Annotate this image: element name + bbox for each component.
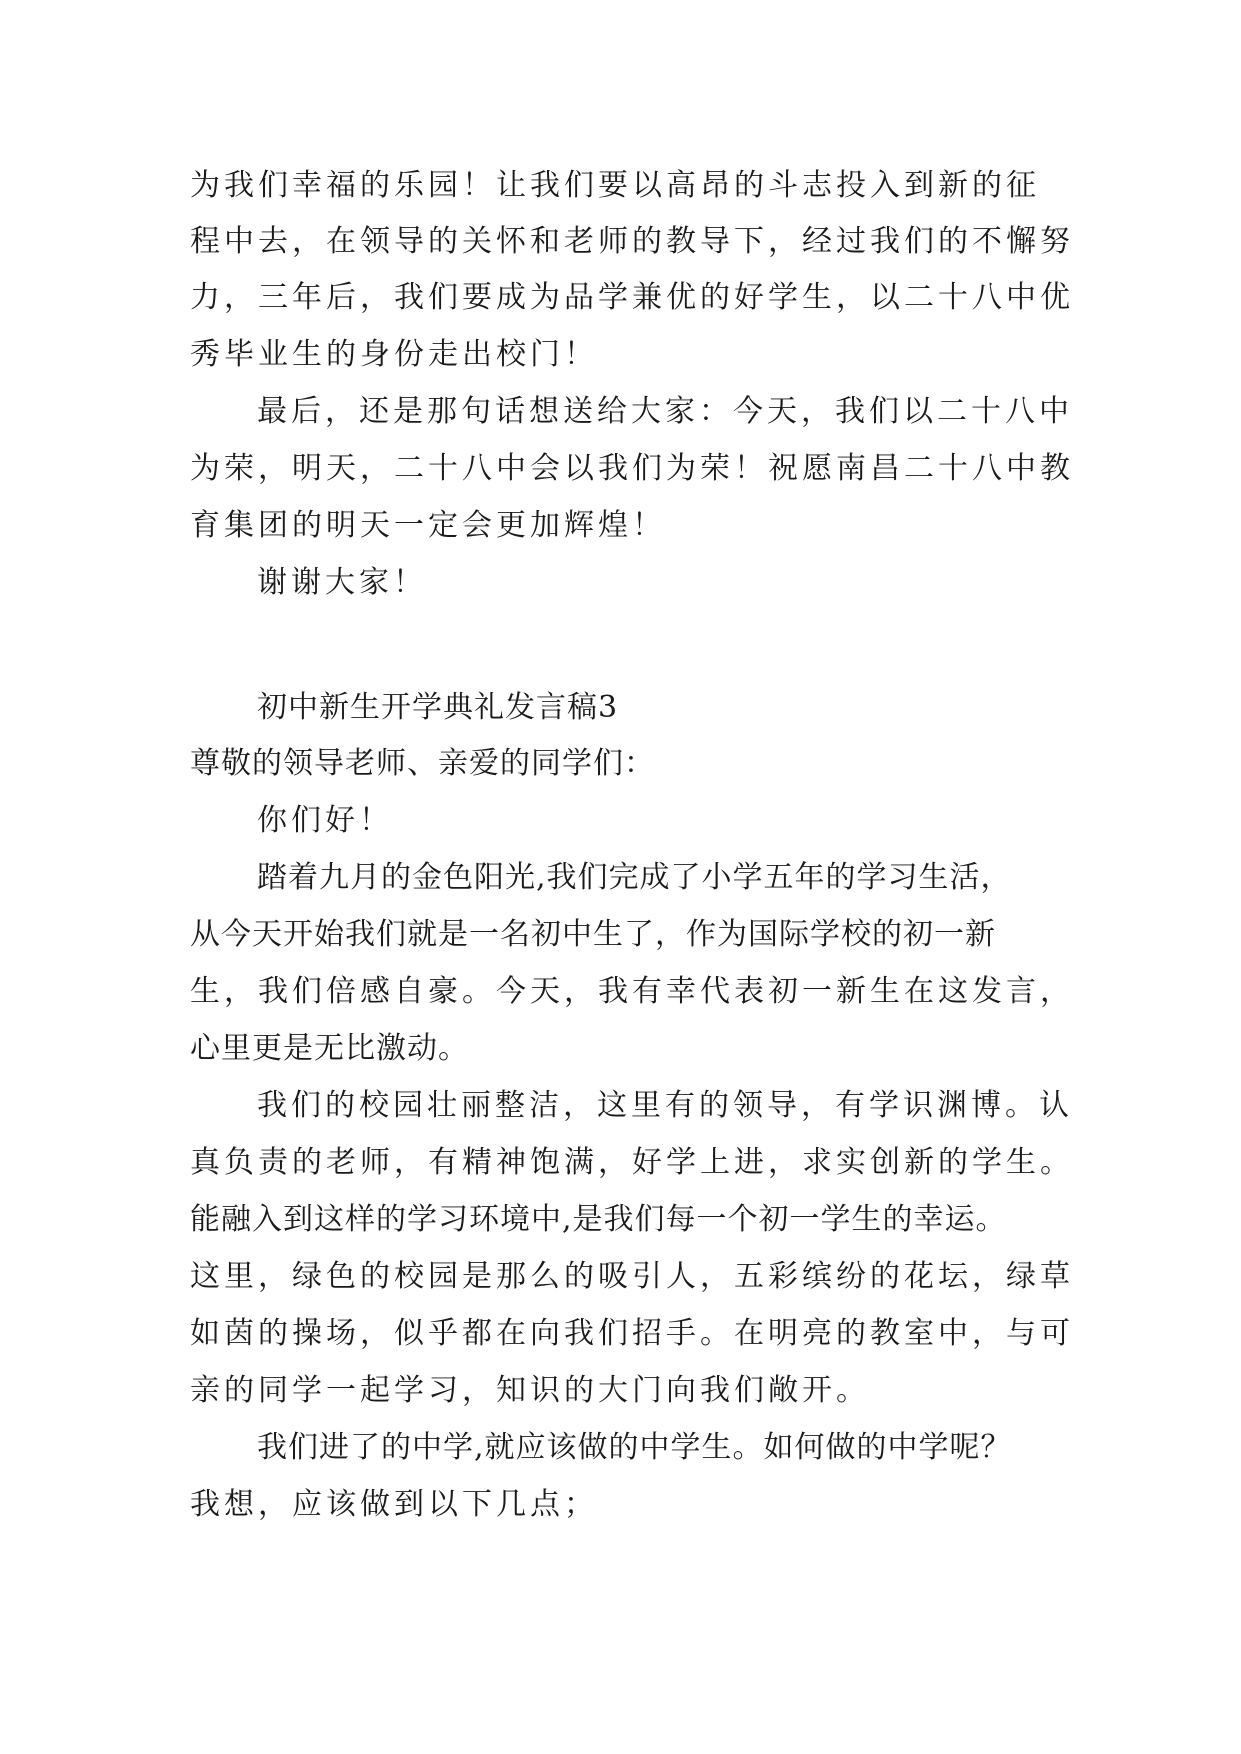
paragraph-line: 从今天开始我们就是一名初中生了，作为国际学校的初一新 (190, 917, 996, 952)
paragraph-line: 生，我们倍感自豪。今天，我有幸代表初一新生在这发言， (190, 974, 1074, 1009)
paragraph-line: 亲的同学一起学习，知识的大门向我们敞开。 (190, 1373, 870, 1408)
paragraph-line: 这里，绿色的校园是那么的吸引人，五彩缤纷的花坛，绿草 (190, 1259, 1074, 1294)
paragraph-line: 为荣，明天，二十八中会以我们为荣！祝愿南昌二十八中教 (190, 451, 1074, 486)
greeting: 你们好！ (257, 803, 393, 838)
paragraph-line: 最后，还是那句话想送给大家：今天，我们以二十八中 (257, 394, 1073, 429)
paragraph-line: 谢谢大家！ (257, 565, 427, 600)
paragraph-line: 踏着九月的金色阳光,我们完成了小学五年的学习生活， (257, 860, 1012, 895)
paragraph-line: 力，三年后，我们要成为品学兼优的好学生，以二十八中优 (190, 280, 1074, 315)
paragraph-line: 育集团的明天一定会更加辉煌！ (190, 508, 666, 543)
paragraph-line: 能融入到这样的学习环境中,是我们每一个初一学生的幸运。 (190, 1202, 1007, 1237)
paragraph-line: 我们的校园壮丽整洁，这里有的领导，有学识渊博。认 (257, 1088, 1073, 1123)
paragraph-line: 秀毕业生的身份走出校门！ (190, 337, 598, 372)
paragraph-line: 心里更是无比激动。 (190, 1031, 469, 1066)
paragraph-line: 我们进了的中学,就应该做的中学生。如何做的中学呢？ (257, 1430, 1012, 1465)
salutation: 尊敬的领导老师、亲爱的同学们： (190, 746, 655, 781)
paragraph-line: 程中去，在领导的关怀和老师的教导下，经过我们的不懈努 (190, 224, 1074, 259)
paragraph-line: 如茵的操场，似乎都在向我们招手。在明亮的教室中，与可 (190, 1316, 1074, 1351)
paragraph-line: 我想，应该做到以下几点； (190, 1487, 598, 1522)
paragraph-line: 真负责的老师，有精神饱满，好学上进，求实创新的学生。 (190, 1145, 1074, 1180)
section-title: 初中新生开学典礼发言稿3 (257, 690, 619, 725)
paragraph-line: 为我们幸福的乐园！让我们要以高昂的斗志投入到新的征 (190, 168, 1040, 203)
